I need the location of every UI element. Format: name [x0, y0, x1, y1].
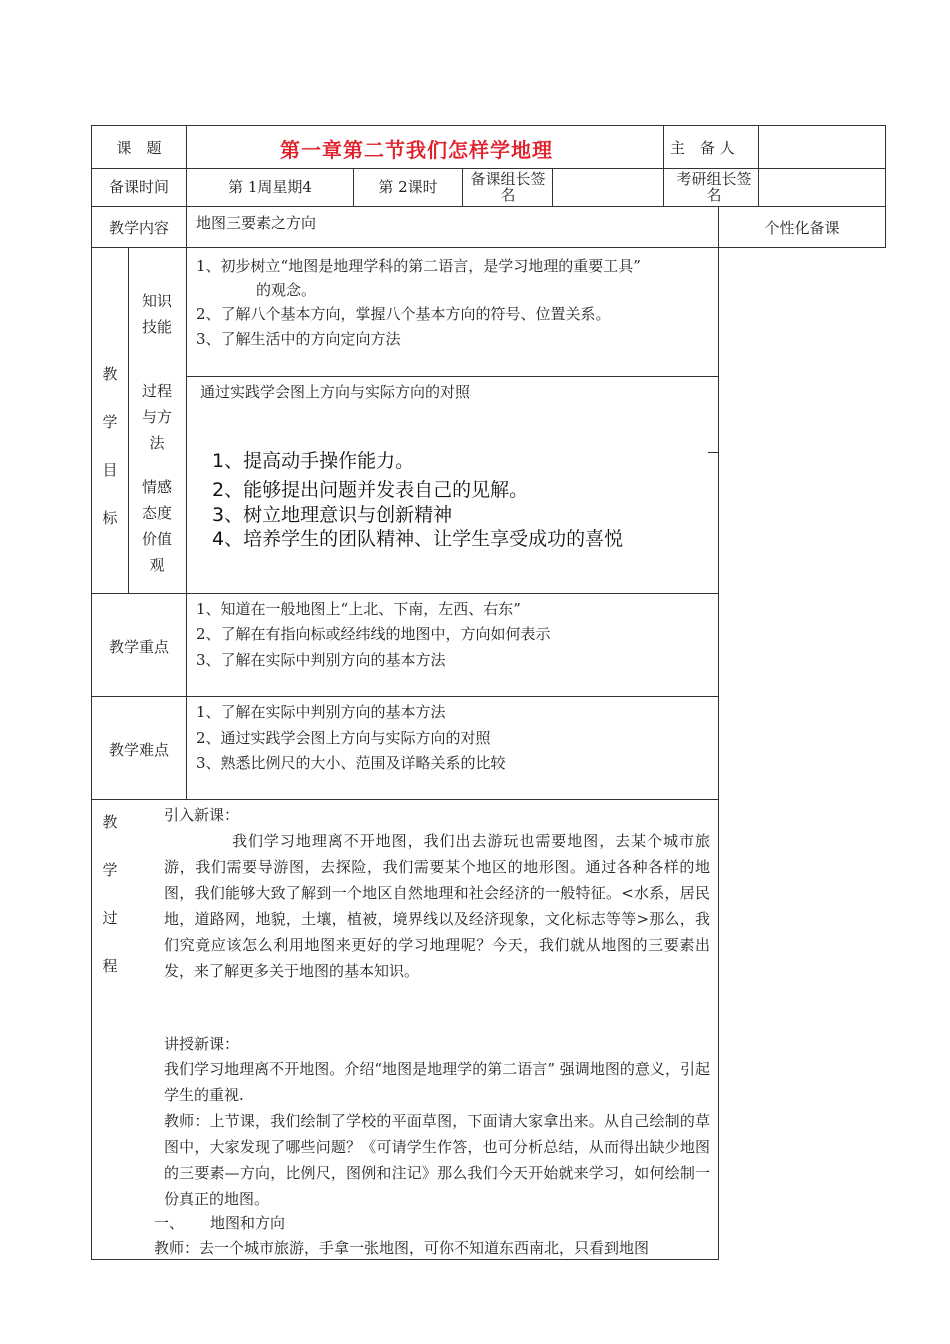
personal-prep-label: 个性化备课	[764, 219, 840, 237]
col-line-preparer	[758, 125, 759, 169]
table-border-top	[91, 125, 886, 126]
key-point-3: 3、了解在实际中判别方向的基本方法	[196, 651, 446, 669]
difficulty-1: 1、了解在实际中判别方向的基本方法	[196, 703, 446, 721]
key-points-label: 教学重点	[108, 638, 169, 656]
lecture-block	[164, 1056, 710, 1212]
intro-paragraph: 我们学习地理离不开地图，我们出去游玩也需要地图，去某个城市旅游，我们需要导游图，去探险，我们需要某个地区的地形图。通过各种各样的地图，我们能够大致了解到一个地区自然地理和社会经济的一般特征。<水系，居民地，道路网，地貌，土壤，植被，境界线以及经济现象，文化标志等等>那么，我们究竟应该怎么利用地图来更好的学习地理呢？今天，我们就从地图的三要素出发，来了解更多关于地图的基本知识。	[164, 832, 710, 980]
teaching-process-label: 教学过程	[102, 813, 118, 975]
period-value: 第 2课时	[378, 178, 438, 196]
key-point-2: 2、了解在有指向标或经纬线的地图中，方向如何表示	[196, 625, 551, 643]
emotion-label: 情感态度价值观	[141, 478, 172, 574]
table-border-left	[91, 125, 92, 1260]
difficulty-3: 3、熟悉比例尺的大小、范围及详略关系的比较	[196, 754, 506, 772]
emotion-item-2: 2、能够提出问题并发表自己的见解。	[212, 479, 529, 501]
key-point-1: 1、知道在一般地图上“上北、下南，左西、右东”	[196, 600, 521, 618]
row-line-knowledge	[186, 376, 718, 377]
knowledge-item-2: 2、了解八个基本方向，掌握八个基本方向的符号、位置关系。	[196, 305, 611, 323]
teaching-content-label: 教学内容	[108, 219, 169, 237]
process-method-text: 通过实践学会图上方向与实际方向的对照	[200, 383, 471, 401]
row-line-1	[91, 168, 886, 169]
intro-text	[164, 828, 710, 984]
lesson-title: 第一章第二节我们怎样学地理	[280, 138, 553, 162]
week-value: 第 1周星期4	[228, 178, 312, 196]
section-number: 一、	[154, 1214, 185, 1232]
difficulties-label: 教学难点	[108, 741, 169, 759]
lecture-paragraph-3: 教师：去一个城市旅游，手拿一张地图，可你不知道东西南北，只看到地图	[154, 1239, 650, 1257]
knowledge-item-3: 3、了解生活中的方向定向方法	[196, 330, 401, 348]
emotion-item-3: 3、树立地理意识与创新精神	[212, 504, 453, 526]
preparer-label: 主 备 人	[670, 139, 735, 157]
subject-label: 课 题	[116, 139, 162, 157]
lecture-heading: 讲授新课：	[164, 1035, 240, 1053]
col-line-main-right	[718, 206, 719, 1260]
teaching-content-value: 地图三要素之方向	[196, 214, 317, 232]
process-method-label: 过程与方法	[141, 382, 172, 452]
col-line-group-leader	[552, 168, 553, 207]
group-leader-label: 备课组长签名	[470, 170, 546, 204]
emotion-item-1: 1、提高动手操作能力。	[212, 450, 415, 472]
section-title: 地图和方向	[210, 1214, 286, 1232]
knowledge-item-1b: 的观念。	[256, 281, 317, 299]
col-line-label	[186, 125, 187, 800]
col-line-objectives-sub	[128, 247, 129, 594]
col-line-research-value	[758, 168, 759, 207]
lecture-paragraph-1: 我们学习地理离不开地图。介绍“地图是地理学的第二语言” 强调地图的意义，引起学生的重视.	[164, 1060, 710, 1104]
row-line-2	[91, 206, 886, 207]
difficulty-2: 2、通过实践学会图上方向与实际方向的对照	[196, 729, 491, 747]
emotion-item-4: 4、培养学生的团队精神、让学生享受成功的喜悦	[212, 528, 624, 550]
lecture-paragraph-2: 教师：上节课，我们绘制了学校的平面草图，下面请大家拿出来。从自己绘制的草图中，大家发现了哪些问题？《可请学生作答，也可分析总结，从而得出缺少地图的三要素—方向，比例尺，图例和注记》那么我们今天开始就来学习，如何绘制一份真正的地图。	[164, 1112, 710, 1208]
research-leader-label: 考研组长签名	[676, 170, 752, 204]
intro-heading: 引入新课：	[164, 806, 240, 824]
row-line-process-tick	[708, 452, 718, 453]
row-line-3	[91, 247, 886, 248]
col-line-research-label	[663, 168, 664, 207]
objectives-label: 教学目标	[102, 365, 118, 527]
prep-time-label: 备课时间	[108, 178, 169, 196]
col-line-title-right	[663, 125, 664, 169]
knowledge-item-1: 1、初步树立“地图是地理学科的第二语言，是学习地理的重要工具”	[196, 257, 641, 275]
knowledge-label: 知识技能	[141, 292, 172, 336]
col-line-period	[462, 168, 463, 207]
table-border-bottom	[91, 1259, 718, 1260]
table-border-right-top	[885, 125, 886, 248]
